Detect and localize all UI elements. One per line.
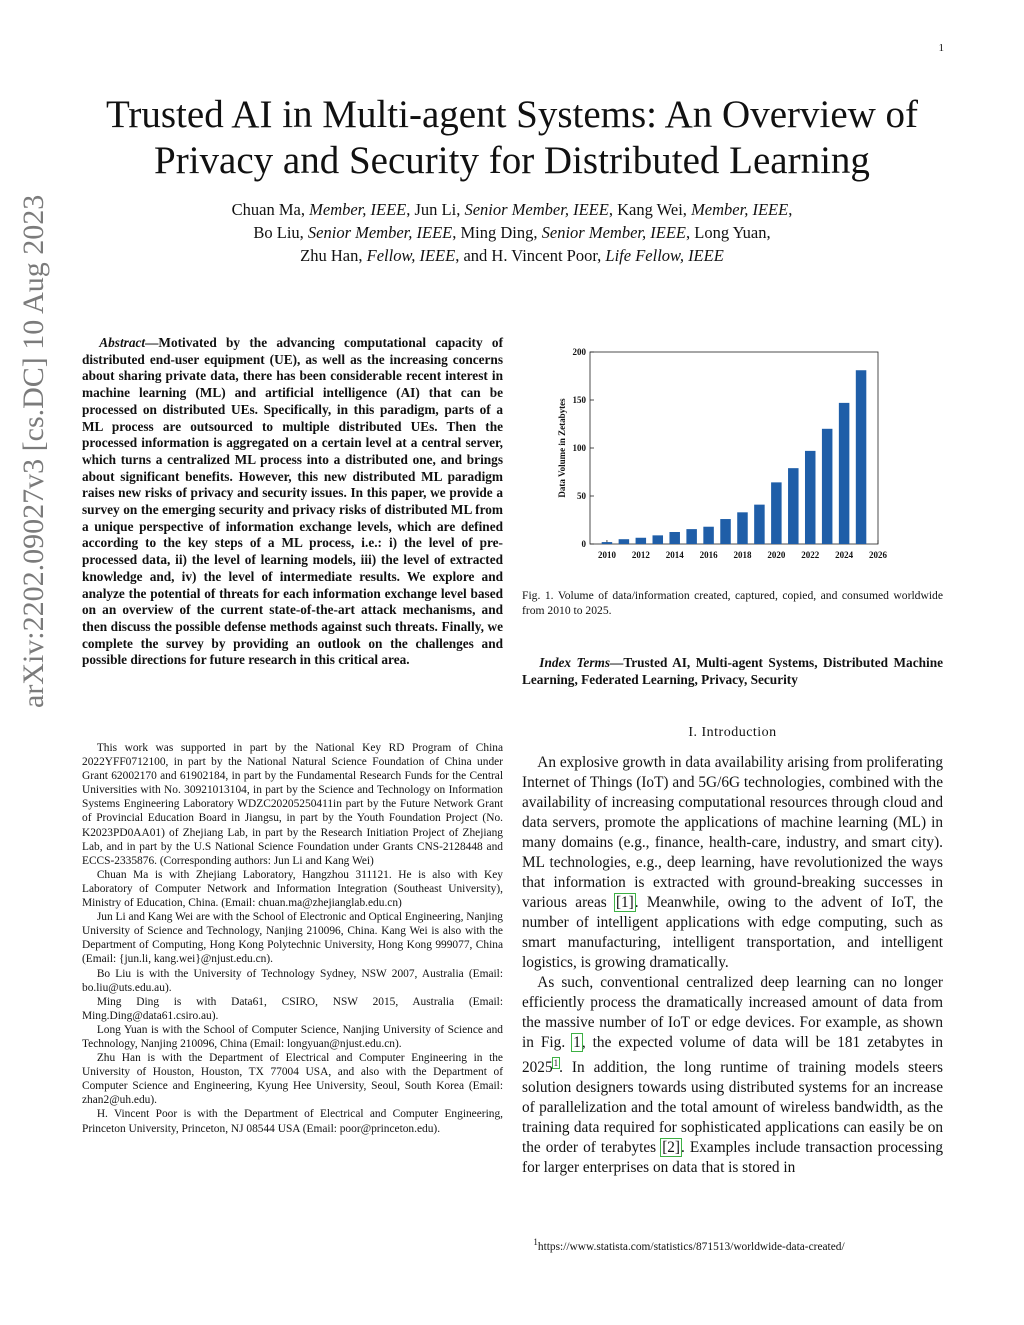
x-tick-label: 2022	[801, 550, 820, 560]
author-name: Zhu Han,	[300, 246, 367, 265]
bar-2017	[720, 519, 731, 544]
author-sep: ,	[788, 200, 793, 219]
citation-link[interactable]: [1]	[615, 894, 634, 911]
footnote-url: https://www.statista.com/statistics/871513/worldwide-data-created/	[537, 1240, 845, 1253]
author-name: , Long Yuan,	[685, 223, 771, 242]
index-terms-text: —Trusted AI, Multi-agent Systems, Distributed Machine Learning, Federated Learning, Privacy, Security	[522, 655, 943, 687]
y-tick-label: 150	[572, 395, 586, 405]
author-role: Senior Member, IEEE	[307, 223, 453, 242]
affiliation-note: Long Yuan is with the School of Computer Science, Nanjing University of Science and Technology, Nanjing 210096, China (Email: longyuan@njust.edu.cn).	[82, 1023, 503, 1050]
author-role: Senior Member, IEEE	[464, 200, 609, 219]
author-line-3	[0, 244, 1024, 267]
bar-2024	[839, 403, 850, 544]
x-tick-label: 2026	[869, 550, 887, 560]
affiliation-note: Ming Ding is with Data61, CSIRO, NSW 2015, Australia (Email: Ming.Ding@data61.csiro.au).	[82, 995, 503, 1022]
bar-2016	[703, 527, 714, 544]
y-tick-label: 200	[572, 347, 586, 357]
bar-2013	[653, 535, 664, 544]
y-tick-label: 100	[572, 443, 586, 453]
x-tick-label: 2016	[699, 550, 718, 560]
intro-text: . Examples include transaction processing for larger enterprises on data that is stored in	[522, 1139, 943, 1177]
intro-text: . In addition, the long runtime of training models steers solution designers towards using distributed systems for an increase of parallelization and the total amount of wireless bandwidth, as the training data required for sophisticated applications can easily be on the order of terabytes	[522, 1059, 943, 1157]
bar-2019	[754, 505, 765, 544]
affiliation-note: H. Vincent Poor is with the Department of Electrical and Computer Engineering, Princeton University, Princeton, NJ 08544 USA (Email: poor@princeton.edu).	[82, 1108, 503, 1135]
author-line-1	[0, 198, 1024, 221]
index-terms-label: Index Terms	[539, 655, 611, 670]
index-terms	[522, 655, 943, 688]
author-list	[0, 198, 1024, 267]
author-role: Life Fellow, IEEE	[605, 246, 724, 265]
author-name: , Ming Ding,	[452, 223, 542, 242]
footnote	[522, 1235, 943, 1254]
citation-link[interactable]: [2]	[662, 1139, 681, 1157]
figure-reference-link[interactable]: 1	[573, 1034, 581, 1051]
intro-text: , the expected volume of data will be 181 zetabytes in 2025	[522, 1034, 943, 1077]
intro-text: As such, conventional centralized deep learning can no longer efficiently process the dramatically increased amount of data from the massive number of IoT or edge devices. For example, as shown in Fig.	[522, 974, 943, 1051]
x-tick-label: 2018	[733, 550, 752, 560]
data-volume-bar-chart	[556, 342, 906, 567]
section-heading: I. Introduction	[688, 725, 777, 740]
affiliation-note: Zhu Han is with the Department of Electrical and Computer Engineering in the University of Houston, Houston, TX 77004 USA, and also with the Department of Computer Science and Engineering, Kyung Hee University, Seoul, South Korea (Email: zhan2@uh.edu).	[82, 1052, 503, 1107]
author-role: Member, IEEE	[691, 200, 789, 219]
x-tick-label: 2010	[597, 550, 616, 560]
y-axis-label: Data Volume in Zetabytes	[557, 398, 567, 498]
bar-2012	[636, 538, 647, 544]
title-line-1: Trusted AI in Multi-agent Systems: An Overview of	[105, 93, 919, 136]
intro-paragraph-2	[522, 973, 943, 1178]
y-tick-label: 0	[581, 539, 586, 549]
author-name: , Kang Wei,	[608, 200, 692, 219]
bar-2015	[686, 529, 697, 544]
bar-2020	[771, 482, 782, 544]
abstract-text: —Motivated by the advancing computational capacity of distributed end-user equipment (UE), as well as the increasing concerns about sharing private data, there has been considerable recent interest in machine learning (ML) and artificial intelligence (AI) that can be processed on distributed UEs. Specifically, in this paradigm, parts of a ML process are outsourced to multiple distributed UEs. Then the processed information is aggregated on a certain level at a central server, which turns a centralized ML process into a distributed one, and brings about significant benefits. However, this new distributed ML paradigm raises new risks of privacy and security issues. In this paper, we provide a survey on the emerging security and privacy risks of distributed ML from a unique perspective of information exchange levels, which are defined according to the key steps of a ML process, i.e.: i) the level of pre-processed data, ii) the level of learning models, iii) the level of extracted knowledge and, iv) the level of intermediate results. We explore and analyze the potential of threats for each information exchange level based on an overview of the current state-of-the-art attack mechanisms, and then discuss the possible defense methods against such threats. Finally, we complete the survey by providing an outlook on the challenges and possible directions for future research in this critical area.	[82, 335, 503, 668]
author-name: Bo Liu,	[253, 223, 308, 242]
bar-2010	[602, 542, 613, 544]
abstract	[82, 335, 503, 669]
x-tick-label: 2012	[631, 550, 650, 560]
intro-text: An explosive growth in data availability arising from proliferating Internet of Things (IoT) and 5G/6G technologies, combined with the availability of increasing computational resources through cloud and data servers, promote the applications of machine learning (ML) in many domains (e.g., finance, health-care, industry, and smart city). ML technologies, e.g., deep learning, have revolutionized the ways that information is extracted with ground-breaking successes in various areas	[522, 754, 943, 911]
page-number: 1	[938, 42, 944, 54]
author-line-2	[0, 221, 1024, 244]
intro-text: . Meanwhile, owing to the advent of IoT, the number of intelligent applications with edge computing, such as smart manufacturing, intelligent transportation, and intelligent logistics, is growing dramatically.	[522, 894, 943, 971]
bar-2011	[619, 539, 630, 544]
funding-note: This work was supported in part by the National Key RD Program of China 2022YFF0712100, in part by the National Natural Science Foundation of China under Grant 62002170 and 61902184, in part by the Fundamental Research Funds for the Central Universities with No. 30921013104, in part by the Science and Technology on Information Systems Engineering Laboratory WDZC20205250411in part by the Future Network Grant of Provincial Education Board in Jiangsu, in part by the Youth Foundation Project (No. K2023PD0AA01) of Zhejiang Lab, in part by the Research Initiation Project of Zhejiang Lab, and in part by the U.S National Science Foundation under Grants CNS-2128448 and ECCS-2335876. (Corresponding authors: Jun Li and Kang Wei)	[82, 742, 503, 867]
x-tick-label: 2020	[767, 550, 786, 560]
bar-2025	[856, 370, 867, 544]
author-name: , and H. Vincent Poor,	[455, 246, 606, 265]
footnote-link[interactable]: 1	[553, 1058, 559, 1068]
arxiv-identifier: arXiv:2202.09027v3 [cs.DC] 10 Aug 2023	[17, 194, 50, 708]
plot-frame	[590, 352, 878, 544]
author-name: Chuan Ma,	[231, 200, 310, 219]
affiliation-note: Jun Li and Kang Wei are with the School of Electronic and Optical Engineering, Nanjing University of Science and Technology, Nanjing 210096, China. Kang Wei is also with the Department of Computing, Hong Kong Polytechnic University, Hong Kong 999077, China (Email: {jun.li, kang.wei}@njust.edu.cn).	[82, 911, 503, 966]
x-tick-label: 2024	[835, 550, 854, 560]
bar-2021	[788, 468, 799, 544]
introduction-body	[522, 753, 943, 1178]
title-line-2: Privacy and Security for Distributed Learning	[154, 139, 870, 182]
bar-2022	[805, 451, 816, 544]
y-tick-label: 50	[577, 491, 586, 501]
x-tick-label: 2014	[665, 550, 684, 560]
affiliation-note: Chuan Ma is with Zhejiang Laboratory, Hangzhou 311121. He is also with Key Laboratory of Computer Network and Information Integration (Southeast University), Ministry of Education, China. (Email: chuan.ma@zhejianglab.edu.cn)	[82, 868, 503, 910]
author-role: Member, IEEE	[309, 200, 407, 219]
author-name: , Jun Li,	[406, 200, 465, 219]
intro-paragraph-1	[522, 753, 943, 973]
author-role: Senior Member, IEEE	[541, 223, 686, 242]
bar-2018	[737, 512, 748, 544]
bar-2014	[669, 532, 680, 544]
footnote-mark: 1	[533, 1237, 538, 1247]
paper-title	[0, 92, 1024, 184]
author-role: Fellow, IEEE	[366, 246, 456, 265]
bar-2023	[822, 429, 833, 544]
abstract-label: Abstract	[99, 335, 146, 350]
affiliation-notes	[82, 741, 503, 1136]
figure-caption: Fig. 1. Volume of data/information created, captured, copied, and consumed worldwide from 2010 to 2025.	[522, 589, 943, 617]
affiliation-note: Bo Liu is with the University of Technology Sydney, NSW 2007, Australia (Email: bo.liu@uts.edu.au).	[82, 967, 503, 994]
